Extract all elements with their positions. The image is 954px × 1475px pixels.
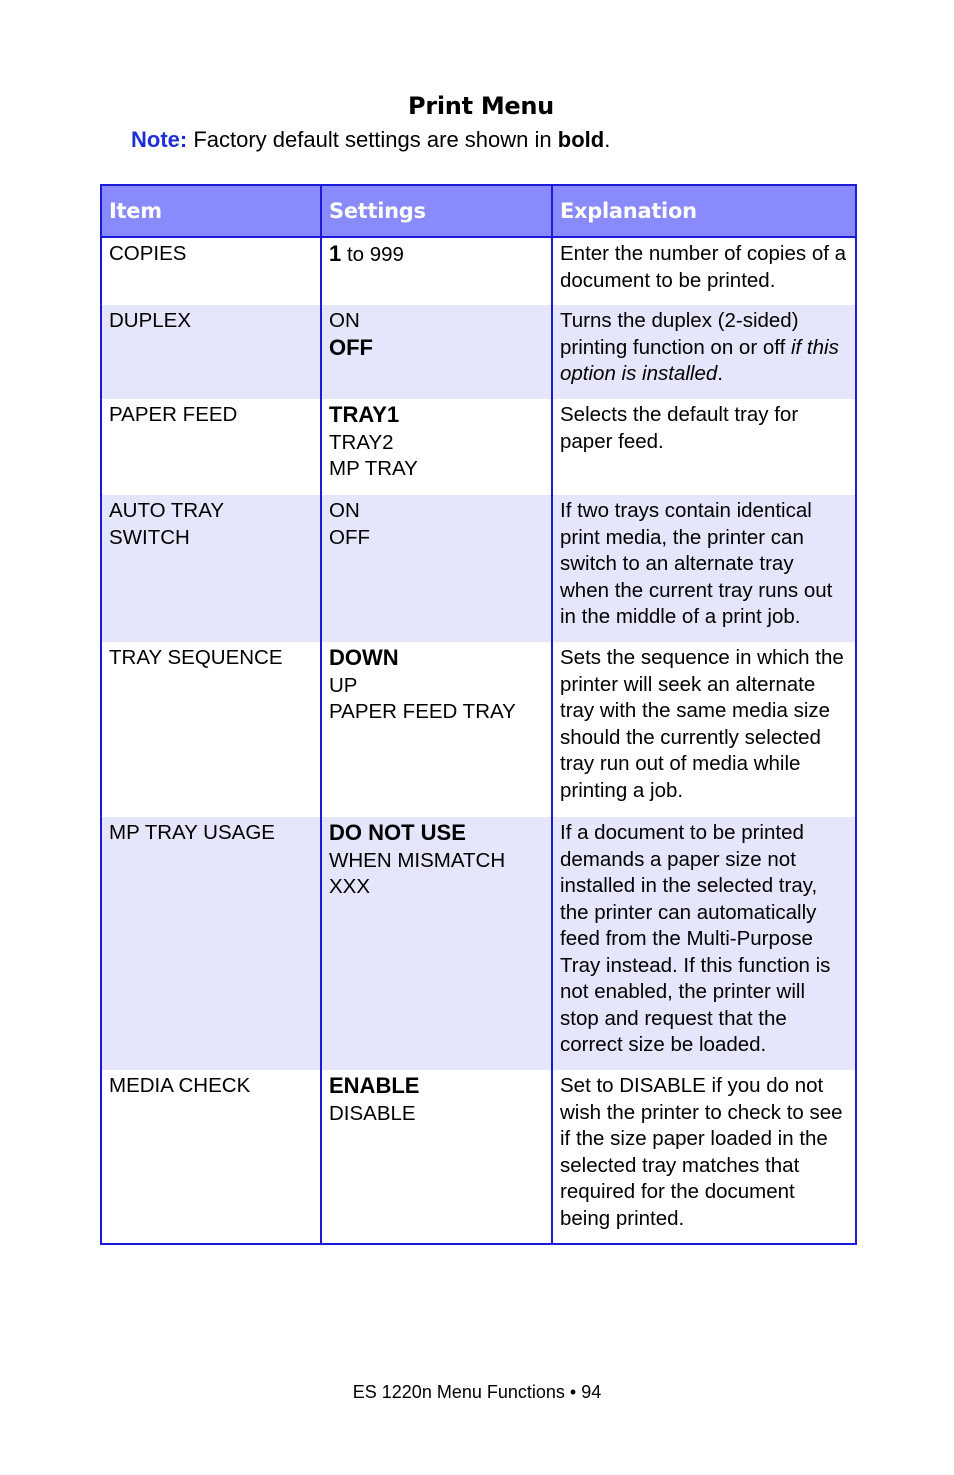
setting-value: XXX (329, 875, 371, 898)
explanation-text: Sets the sequence in which the printer will seek an alternate tray with the same media size should the currently selected tray run out of media while printing a job. (560, 646, 844, 802)
cell-item (101, 305, 321, 399)
cell-explanation (552, 817, 856, 1070)
table-row (101, 237, 856, 305)
setting-default-value: TRAY1 (329, 402, 400, 427)
cell-explanation (552, 642, 856, 817)
explanation-text: Enter the number of copies of a document to be printed. (560, 242, 847, 292)
cell-item (101, 399, 321, 495)
note-line (131, 127, 610, 153)
cell-item (101, 237, 321, 305)
setting-option (329, 308, 544, 335)
setting-value: OFF (329, 525, 370, 549)
header-explanation: Explanation (552, 185, 856, 237)
item-name: TRAY SEQUENCE (109, 646, 283, 669)
table-row (101, 399, 856, 495)
cell-settings (321, 237, 552, 305)
setting-option (329, 1101, 544, 1128)
setting-option (329, 525, 544, 552)
setting-option (329, 430, 544, 457)
cell-item (101, 495, 321, 642)
table-row (101, 1070, 856, 1244)
cell-explanation (552, 305, 856, 399)
setting-option (329, 848, 544, 875)
note-text: Factory default settings are shown in (187, 127, 558, 152)
cell-item (101, 817, 321, 1070)
table-row (101, 817, 856, 1070)
explanation-text: If a document to be printed demands a paper size not installed in the selected tray, the printer can automatically feed from the Multi-Purpose Tray instead. If this function is not enabled, the printer will stop and request that the correct size be loaded. (560, 821, 831, 1056)
table-body (101, 237, 856, 1244)
item-name: MP TRAY USAGE (109, 821, 275, 844)
setting-default-value: DOWN (329, 645, 399, 670)
setting-range-suffix: to 999 (341, 243, 404, 266)
setting-default-value: 1 (329, 241, 342, 266)
cell-explanation (552, 399, 856, 495)
setting-value: UP (329, 673, 358, 697)
note-bold-word: bold (557, 127, 605, 152)
cell-explanation (552, 237, 856, 305)
item-name: AUTO TRAY SWITCH (109, 499, 225, 549)
item-name: MEDIA CHECK (109, 1074, 251, 1097)
cell-explanation (552, 1070, 856, 1244)
item-name: PAPER FEED (109, 403, 238, 426)
setting-option (329, 645, 544, 673)
table-header-row (101, 185, 856, 237)
explanation-text: If two trays contain identical print media, the printer can switch to an alternate tray when the current tray runs out in the middle of a print job. (560, 499, 833, 628)
item-name: COPIES (109, 242, 187, 265)
setting-option (329, 456, 544, 483)
setting-value: ON (329, 499, 360, 522)
header-settings: Settings (321, 185, 552, 237)
explanation-text: . (717, 362, 723, 385)
cell-settings (321, 642, 552, 817)
item-name: DUPLEX (109, 309, 192, 332)
setting-default-value: OFF (329, 334, 373, 360)
explanation-text: Set to DISABLE if you do not wish the printer to check to see if the size paper loaded in the selected tray matches that required for the document being printed. (560, 1074, 843, 1230)
cell-settings (321, 495, 552, 642)
explanation-text: Selects the default tray for paper feed. (560, 403, 799, 453)
setting-option (329, 498, 544, 525)
setting-value: PAPER FEED TRAY (329, 700, 516, 723)
page-footer: ES 1220n Menu Functions • 94 (352, 1382, 602, 1402)
setting-option (329, 874, 544, 901)
setting-default-value: DO NOT USE (329, 820, 466, 845)
cell-item (101, 1070, 321, 1244)
table-row (101, 305, 856, 399)
header-item: Item (101, 185, 321, 237)
setting-option (329, 402, 544, 430)
cell-item (101, 642, 321, 817)
setting-default-value: ENABLE (329, 1073, 420, 1098)
setting-option (329, 241, 544, 269)
setting-value: TRAY2 (329, 430, 394, 454)
cell-settings (321, 817, 552, 1070)
setting-option (329, 673, 544, 700)
setting-value: DISABLE (329, 1101, 416, 1125)
setting-value: ON (329, 309, 360, 332)
table-row (101, 642, 856, 817)
setting-option (329, 699, 544, 726)
setting-option (329, 335, 544, 363)
cell-settings (321, 305, 552, 399)
cell-settings (321, 399, 552, 495)
cell-explanation (552, 495, 856, 642)
setting-option (329, 1073, 544, 1101)
print-menu-table (100, 184, 857, 1245)
note-label: Note: (131, 127, 188, 152)
setting-option (329, 820, 544, 848)
note-end: . (604, 127, 611, 152)
cell-settings (321, 1070, 552, 1244)
setting-value: WHEN MISMATCH (329, 848, 506, 872)
table-row (101, 495, 856, 642)
explanation-italic-text: if this option is installed (560, 335, 839, 385)
page-title: Print Menu (408, 92, 554, 120)
setting-value: MP TRAY (329, 457, 418, 480)
explanation-text: Turns the duplex (2-sided) printing function on or off (560, 309, 799, 359)
